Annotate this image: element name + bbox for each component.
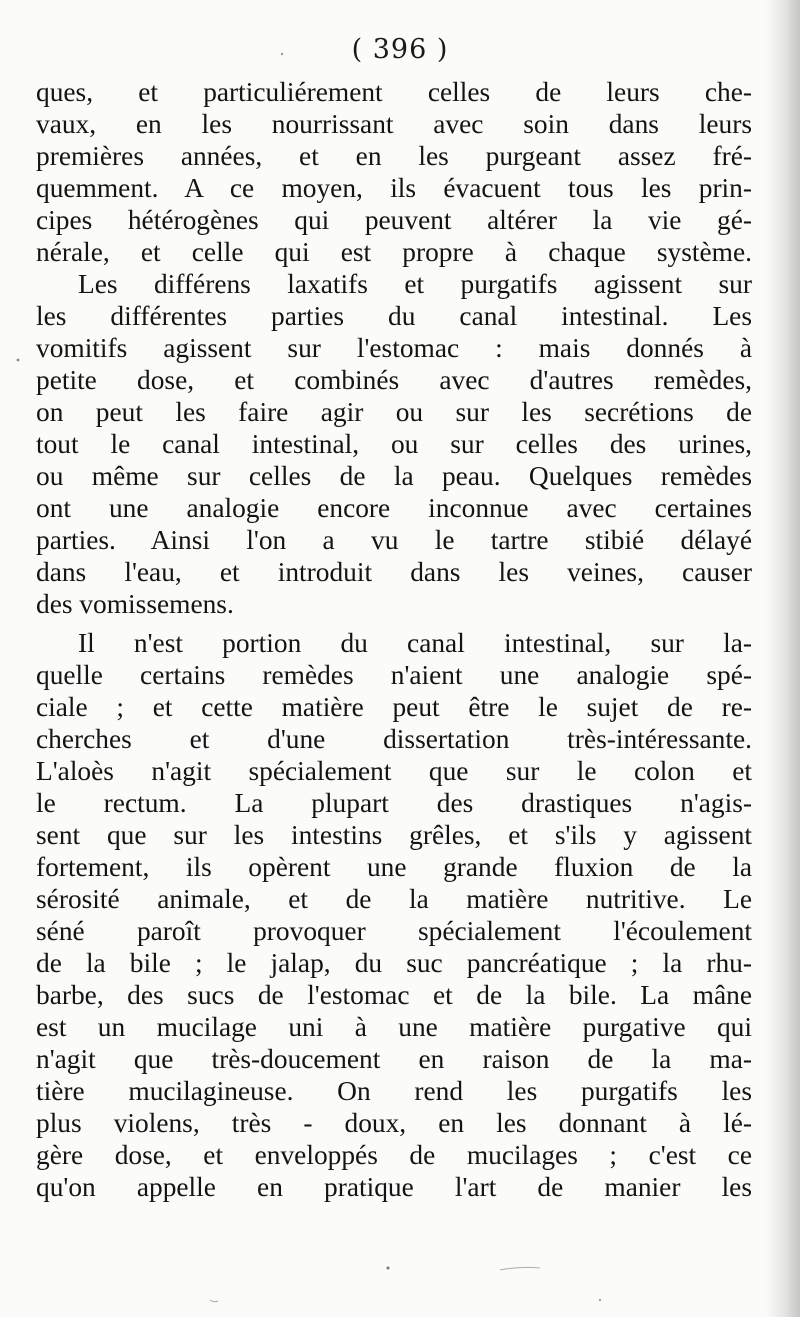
text-line: Il n'est portion du canal intestinal, sur la- bbox=[78, 628, 752, 658]
text-line: nérale, et celle qui est propre à chaque système. bbox=[36, 237, 752, 267]
text-line: ques, et particuliérement celles de leurs che- bbox=[36, 77, 752, 107]
body-text bbox=[36, 76, 752, 1203]
text-line: des vomissemens. bbox=[36, 589, 234, 619]
text-line: tout le canal intestinal, ou sur celles des urines, bbox=[36, 429, 752, 459]
text-line: ou même sur celles de la peau. Quelques remèdes bbox=[36, 461, 752, 491]
text-line: dans l'eau, et introduit dans les veines, causer bbox=[36, 557, 752, 587]
text-line: tière mucilagineuse. On rend les purgatifs les bbox=[36, 1076, 752, 1106]
text-line: ciale ; et cette matière peut être le sujet de re- bbox=[36, 692, 752, 722]
page-number: ( 396 ) bbox=[351, 34, 449, 65]
text-line: gère dose, et enveloppés de mucilages ; c'est ce bbox=[36, 1140, 752, 1170]
text-line: cipes hétérogènes qui peuvent altérer la vie gé- bbox=[36, 205, 752, 235]
text-line: vomitifs agissent sur l'estomac : mais donnés à bbox=[36, 333, 752, 363]
text-line: le rectum. La plupart des drastiques n'agis- bbox=[36, 788, 752, 818]
text-line: est un mucilage uni à une matière purgative qui bbox=[36, 1012, 752, 1042]
text-line: séné paroît provoquer spécialement l'écoulement bbox=[36, 916, 752, 946]
text-line: sérosité animale, et de la matière nutritive. Le bbox=[36, 884, 752, 914]
text-line: Les différens laxatifs et purgatifs agissent sur bbox=[78, 269, 752, 299]
text-line: petite dose, et combinés avec d'autres remèdes, bbox=[36, 365, 752, 395]
text-line: cherches et d'une dissertation très-intéressante. bbox=[36, 724, 752, 754]
text-line: quelle certains remèdes n'aient une analogie spé- bbox=[36, 660, 752, 690]
text-line: vaux, en les nourrissant avec soin dans leurs bbox=[36, 109, 752, 139]
text-line: fortement, ils opèrent une grande fluxion de la bbox=[36, 852, 752, 882]
text-line: n'agit que très-doucement en raison de la ma- bbox=[36, 1044, 752, 1074]
text-line: barbe, des sucs de l'estomac et de la bile. La mâne bbox=[36, 980, 752, 1010]
paragraph-gap bbox=[36, 620, 752, 627]
text-line: plus violens, très - doux, en les donnant à lé- bbox=[36, 1108, 752, 1138]
text-line: premières années, et en les purgeant assez fré- bbox=[36, 141, 752, 171]
text-line: qu'on appelle en pratique l'art de manier les bbox=[36, 1172, 752, 1202]
text-line: les différentes parties du canal intestinal. Les bbox=[36, 301, 752, 331]
text-line: de la bile ; le jalap, du suc pancréatique ; la rhu- bbox=[36, 948, 752, 978]
text-line: sent que sur les intestins grêles, et s'ils y agissent bbox=[36, 820, 752, 850]
text-line: L'aloès n'agit spécialement que sur le colon et bbox=[36, 756, 752, 786]
text-line: parties. Ainsi l'on a vu le tartre stibié délayé bbox=[36, 525, 752, 555]
text-line: on peut les faire agir ou sur les secrétions de bbox=[36, 397, 752, 427]
text-line: quemment. A ce moyen, ils évacuent tous les prin- bbox=[36, 173, 752, 203]
text-line: ont une analogie encore inconnue avec certaines bbox=[36, 493, 752, 523]
